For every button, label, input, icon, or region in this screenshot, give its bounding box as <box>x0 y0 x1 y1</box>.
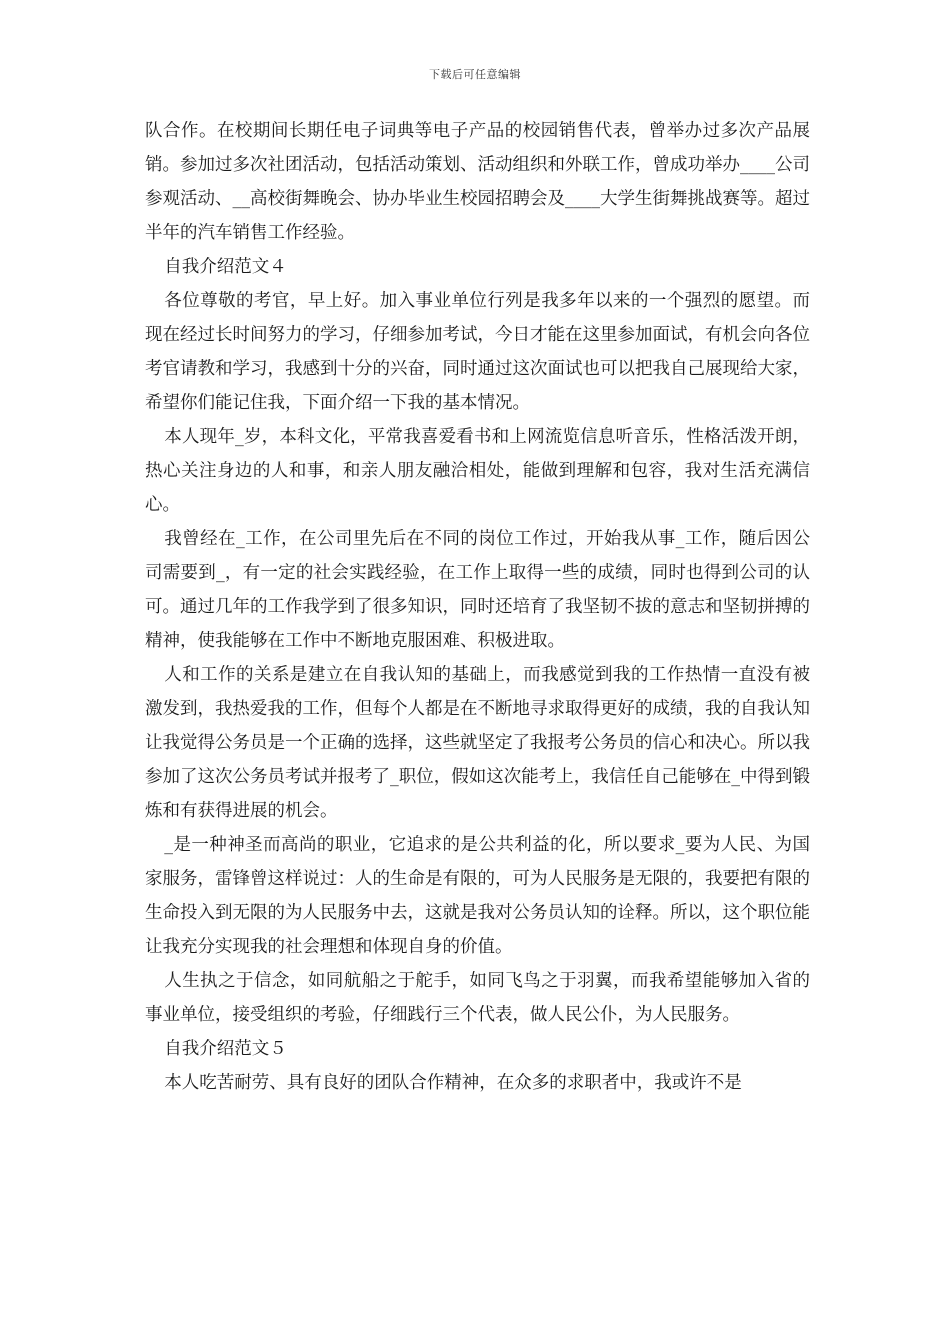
page-header-note: 下载后可任意编辑 <box>429 68 521 81</box>
section-heading-5: 自我介绍范文５ <box>164 1039 287 1059</box>
paragraph: 人和工作的关系是建立在自我认知的基础上，而我感觉到我的工作热情一直没有被激发到，我热爱我的工作，但每个人都是在不断地寻求取得更好的成绩，我的自我认知让我觉得公务员是一个正确的选择，这些就坚定了我报考公务员的信心和决心。所以我参加了这次公务员考试并报考了_职位，假如这次能考上，我信任自己能够在_中得到锻炼和有获得进展的机会。 <box>145 665 810 821</box>
section-heading-4: 自我介绍范文４ <box>164 257 287 277</box>
paragraph: 各位尊敬的考官，早上好。加入事业单位行列是我多年以来的一个强烈的愿望。而现在经过长时间努力的学习，仔细参加考试，今日才能在这里参加面试，有机会向各位考官请教和学习，我感到十分的兴奋，同时通过这次面试也可以把我自己展现给大家，希望你们能记住我，下面介绍一下我的基本情况。 <box>145 291 810 413</box>
paragraph: 本人现年_岁，本科文化，平常我喜爱看书和上网流览信息听音乐，性格活泼开朗，热心关注身边的人和事，和亲人朋友融洽相处，能做到理解和包容，我对生活充满信心。 <box>145 427 810 515</box>
paragraph: 本人吃苦耐劳、具有良好的团队合作精神，在众多的求职者中，我或许不是 <box>164 1073 742 1093</box>
paragraph: 我曾经在_工作，在公司里先后在不同的岗位工作过，开始我从事_工作，随后因公司需要到_，有一定的社会实践经验，在工作上取得一些的成绩，同时也得到公司的认可。通过几年的工作我学到了很多知识，同时还培育了我坚韧不拔的意志和坚韧拼搏的精神，使我能够在工作中不断地克服困难、积极进取。 <box>145 529 810 651</box>
document-body <box>145 114 810 1100</box>
paragraph: _是一种神圣而高尚的职业，它追求的是公共利益的化，所以要求_要为人民、为国家服务，雷锋曾这样说过：人的生命是有限的，可为人民服务是无限的，我要把有限的生命投入到无限的为人民服务中去，这就是我对公务员认知的诠释。所以，这个职位能让我充分实现我的社会理想和体现自身的价值。 <box>145 835 810 957</box>
paragraph: 人生执之于信念，如同航船之于舵手，如同飞鸟之于羽翼，而我希望能够加入省的事业单位，接受组织的考验，仔细践行三个代表，做人民公仆，为人民服务。 <box>145 971 810 1025</box>
paragraph-continued: 队合作。在校期间长期任电子词典等电子产品的校园销售代表，曾举办过多次产品展销。参加过多次社团活动，包括活动策划、活动组织和外联工作，曾成功举办____公司参观活动、__高校街舞晚会、协办毕业生校园招聘会及____大学生街舞挑战赛等。超过半年的汽车销售工作经验。 <box>145 121 810 243</box>
